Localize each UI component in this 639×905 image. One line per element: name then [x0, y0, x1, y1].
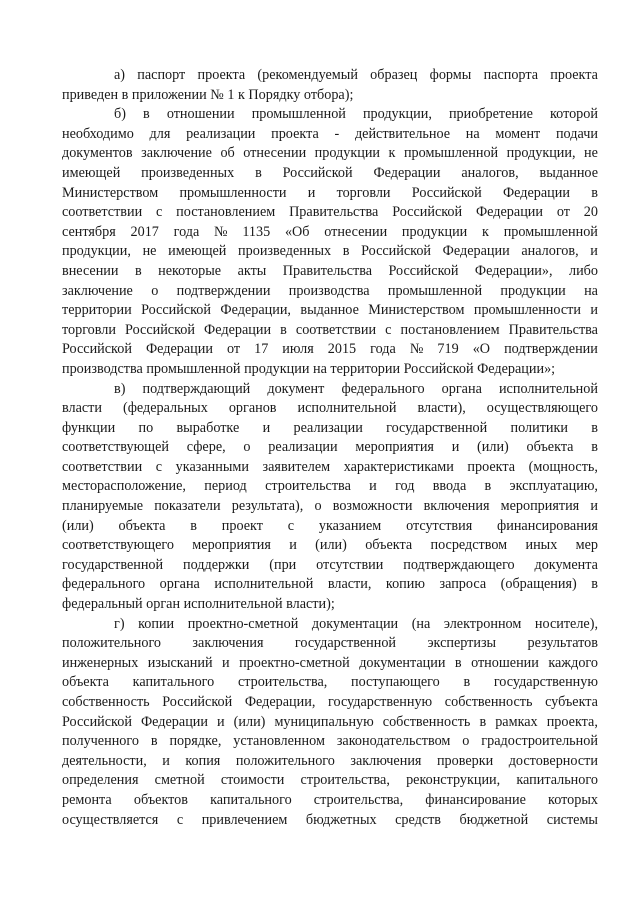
text-line: соответствующей сфере, о реализации мероприятия и (или) объекта в	[62, 439, 598, 456]
text-line: (или) объекта в проект с указанием отсутствия финансирования	[62, 517, 598, 534]
text-line: Российской Федерации и (или) муниципальную собственность в рамках проекта,	[62, 713, 598, 730]
text-line: определения сметной стоимости строительства, реконструкции, капитального	[62, 772, 598, 789]
text-line: сентября 2017 года № 1135 «Об отнесении продукции к промышленной	[62, 223, 598, 240]
text-line: соответствующего мероприятия и (или) объекта посредством иных мер	[62, 537, 598, 554]
text-line: деятельности, и копия положительного заключения проверки достоверности	[62, 752, 598, 769]
paragraph-v	[62, 380, 598, 615]
paragraph-b	[62, 105, 598, 379]
text-line: внесении в некоторые акты Правительства Российской Федерации», либо	[62, 262, 598, 279]
text-line: производства промышленной продукции на территории Российской Федерации»;	[62, 360, 556, 377]
text-line: в) подтверждающий документ федерального органа исполнительной	[114, 380, 598, 397]
text-line: документов заключение об отнесении продукции к промышленной продукции, не	[62, 145, 598, 162]
text-line: государственной поддержки (при отсутствии подтверждающего документа	[62, 556, 598, 573]
text-line: инженерных изысканий и проектно-сметной документации в отношении каждого	[62, 654, 598, 671]
paragraph-g	[62, 615, 598, 831]
text-line: территории Российской Федерации, выданное Министерством промышленности и	[62, 302, 598, 319]
paragraph-a	[62, 66, 598, 105]
text-line: положительного заключения государственной экспертизы результатов	[62, 635, 598, 652]
text-line: необходимо для реализации проекта - действительное на момент подачи	[62, 125, 598, 142]
text-line: ремонта объектов капитального строительства, финансирование которых	[62, 791, 598, 808]
text-line: функции по выработке и реализации государственной политики в	[62, 419, 598, 436]
text-line: планируемые показатели результата), о возможности включения мероприятия и	[62, 498, 598, 515]
text-line: федерального органа исполнительной власти, копию запроса (обращения) в	[62, 576, 598, 593]
text-line: имеющей произведенных в Российской Федерации аналогов, выданное	[62, 164, 598, 181]
text-line: Российской Федерации от 17 июля 2015 года № 719 «О подтверждении	[62, 341, 598, 358]
text-line: Министерством промышленности и торговли Российской Федерации в	[62, 184, 598, 201]
text-line: соответствии с указанными заявителем характеристиками проекта (мощность,	[62, 458, 598, 475]
text-line: федеральный орган исполнительной власти);	[62, 596, 335, 613]
text-line: продукции, не имеющей произведенных в Российской Федерации аналогов, и	[62, 243, 598, 260]
text-line: б) в отношении промышленной продукции, приобретение которой	[114, 106, 598, 123]
text-line: заключение о подтверждении производства промышленной продукции на	[62, 282, 598, 299]
text-line: приведен в приложении № 1 к Порядку отбора);	[62, 86, 354, 103]
text-line: осуществляется с привлечением бюджетных средств бюджетной системы	[62, 811, 598, 828]
text-line: объекта капитального строительства, поступающего в государственную	[62, 674, 598, 691]
text-line: г) копии проектно-сметной документации (на электронном носителе),	[114, 615, 598, 632]
text-line: месторасположение, период строительства и год ввода в эксплуатацию,	[62, 478, 598, 495]
text-line: власти (федеральных органов исполнительной власти), осуществляющего	[62, 400, 598, 417]
text-line: соответствии с постановлением Правительства Российской Федерации от 20	[62, 204, 598, 221]
text-line: торговли Российской Федерации в соответствии с постановлением Правительства	[62, 321, 598, 338]
text-line: собственность Российской Федерации, государственную собственность субъекта	[62, 694, 598, 710]
text-line: полученного в порядке, установленном законодательством о градостроительной	[62, 733, 598, 750]
text-line: а) паспорт проекта (рекомендуемый образец формы паспорта проекта	[114, 67, 598, 83]
document-body	[62, 66, 598, 830]
